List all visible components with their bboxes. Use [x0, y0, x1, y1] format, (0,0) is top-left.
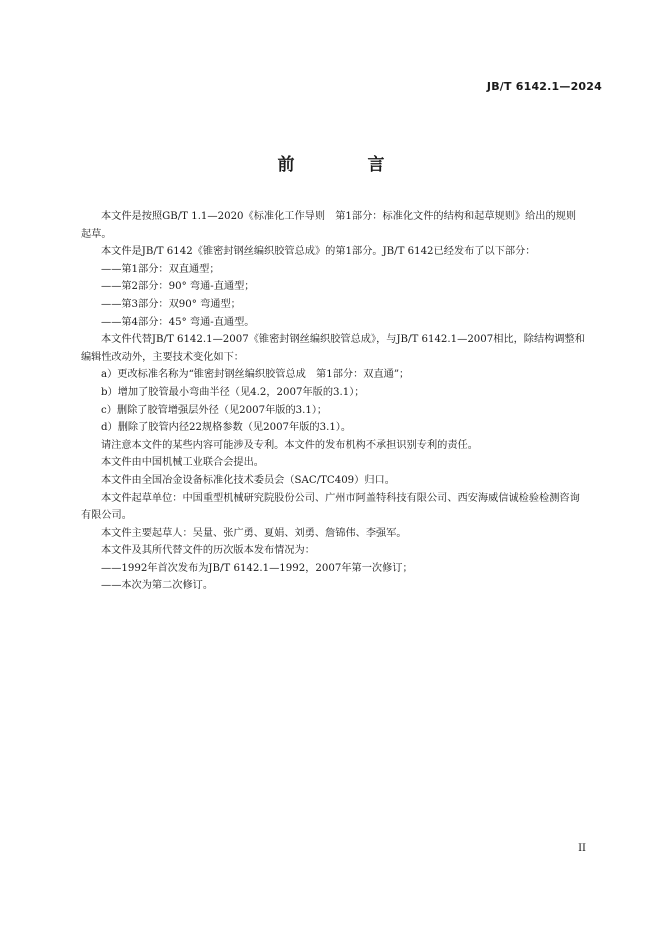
list-item-history-2: ——本次为第二次修订。: [101, 580, 214, 592]
list-item-part-4: ——第4部分：45° 弯通-直通型。: [101, 316, 255, 328]
paragraph-drafting-units: 本文件起草单位：中国重型机械研究院股份公司、广州市阿盖特科技有限公司、西安海威信诚检验检测咨询有限公司。: [81, 492, 580, 522]
document-code: JB/T 6142.1—2024: [486, 80, 602, 93]
page-title: 前 言: [277, 155, 413, 175]
paragraph-drafters: 本文件主要起草人：吴量、张广勇、夏娟、刘勇、詹锦伟、李强军。: [101, 527, 407, 539]
page-number: II: [578, 843, 586, 854]
list-item-change-b: b）增加了胶管最小弯曲半径（见4.2，2007年版的3.1）；: [101, 386, 365, 398]
list-item-part-1: ——第1部分：双直通型；: [101, 263, 220, 275]
paragraph-history-intro: 本文件及其所代替文件的历次版本发布情况为：: [101, 545, 315, 557]
paragraph-proposer: 本文件由中国机械工业联合会提出。: [101, 457, 264, 469]
paragraph-part-info: 本文件是JB/T 6142《锥密封钢丝编织胶管总成》的第1部分。JB/T 6142已经发布了以下部分：: [101, 246, 536, 258]
paragraph-drafting-rules: 本文件是按照GB/T 1.1—2020《标准化工作导则 第1部分：标准化文件的结构和起草规则》给出的规则起草。: [81, 211, 577, 240]
list-item-part-2: ——第2部分：90° 弯通-直通型；: [101, 281, 255, 293]
list-item-change-a: a）更改标准名称为“锥密封钢丝编织胶管总成 第1部分：双直通”；: [101, 369, 410, 381]
list-item-part-3: ——第3部分：双90° 弯通型；: [101, 298, 241, 310]
paragraph-committee: 本文件由全国冶金设备标准化技术委员会（SAC/TC409）归口。: [101, 474, 395, 486]
foreword-body: [81, 208, 586, 595]
list-item-history-1: ——1992年首次发布为JB/T 6142.1—1992，2007年第一次修订；: [101, 562, 413, 574]
list-item-change-c: c）删除了胶管增强层外径（见2007年版的3.1）；: [101, 404, 328, 416]
paragraph-replacement: 本文件代替JB/T 6142.1—2007《锥密封钢丝编织胶管总成》，与JB/T 6142.1—2007相比，除结构调整和编辑性改动外，主要技术变化如下：: [81, 334, 585, 363]
list-item-change-d: d）删除了胶管内径22规格参数（见2007年版的3.1）。: [101, 422, 352, 434]
paragraph-patent-notice: 请注意本文件的某些内容可能涉及专利。本文件的发布机构不承担识别专利的责任。: [101, 439, 478, 451]
